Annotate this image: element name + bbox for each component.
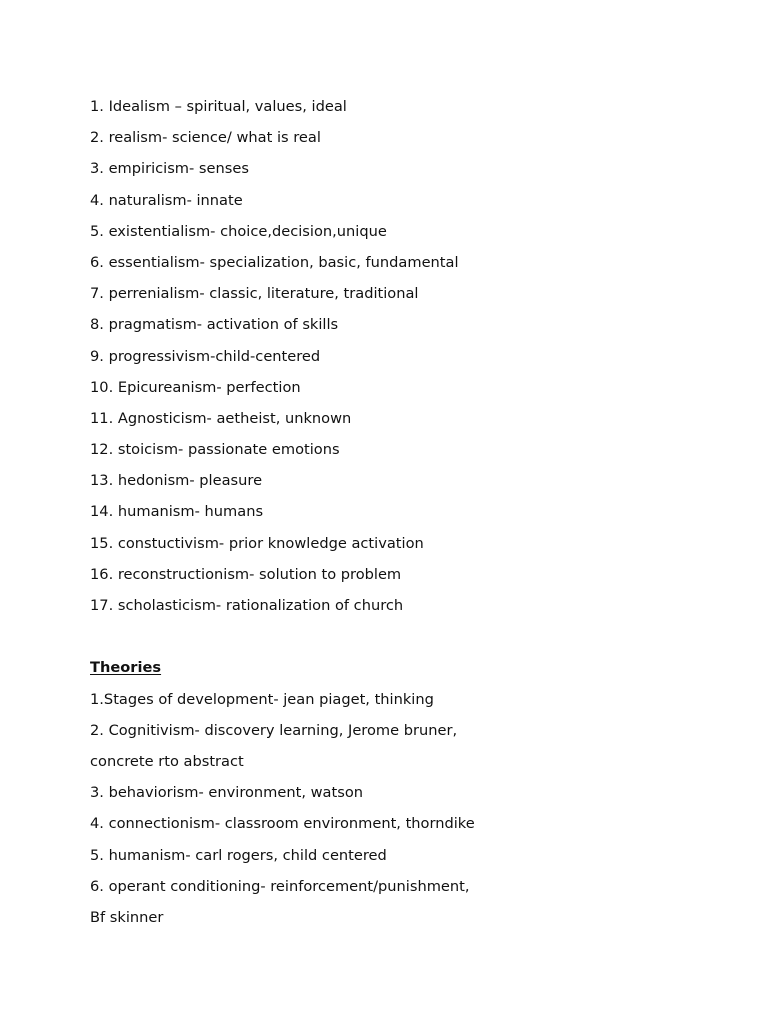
list-item: 6. operant conditioning- reinforcement/punishment, xyxy=(90,877,470,895)
list-item: 5. existentialism- choice,decision,unique xyxy=(90,222,387,240)
list-item: 5. humanism- carl rogers, child centered xyxy=(90,846,387,864)
document-page xyxy=(90,91,730,933)
list-item: 13. hedonism- pleasure xyxy=(90,472,263,490)
list-item: Bf skinner xyxy=(90,908,164,926)
section-spacer xyxy=(90,621,730,652)
list-item: 9. progressivism-child-centered xyxy=(90,347,321,365)
list-item: 10. Epicureanism- perfection xyxy=(90,378,301,396)
list-item: 11. Agnosticism- aetheist, unknown xyxy=(90,409,352,427)
list-item: 1. Idealism – spiritual, values, ideal xyxy=(90,98,347,115)
list-item: 4. connectionism- classroom environment, thorndike xyxy=(90,815,475,833)
list-item: 2. Cognitivism- discovery learning, Jerome bruner, xyxy=(90,721,458,739)
list-item: concrete rto abstract xyxy=(90,752,244,770)
list-item: 3. empiricism- senses xyxy=(90,160,249,178)
list-item: 12. stoicism- passionate emotions xyxy=(90,441,340,459)
list-item: 6. essentialism- specialization, basic, fundamental xyxy=(90,253,459,271)
philosophy-list xyxy=(90,91,730,621)
list-item: 4. naturalism- innate xyxy=(90,191,243,209)
theories-list xyxy=(90,684,730,934)
list-item: 1.Stages of development- jean piaget, thinking xyxy=(90,690,434,708)
list-item: 14. humanism- humans xyxy=(90,503,264,521)
list-item: 15. constuctivism- prior knowledge activation xyxy=(90,534,424,552)
list-item: 3. behaviorism- environment, watson xyxy=(90,784,363,802)
list-item: 8. pragmatism- activation of skills xyxy=(90,316,339,334)
list-item: 17. scholasticism- rationalization of church xyxy=(90,597,404,614)
theories-heading: Theories xyxy=(90,659,162,677)
list-item: 7. perrenialism- classic, literature, traditional xyxy=(90,285,419,303)
list-item: 16. reconstructionism- solution to problem xyxy=(90,565,402,583)
list-item: 2. realism- science/ what is real xyxy=(90,129,321,147)
